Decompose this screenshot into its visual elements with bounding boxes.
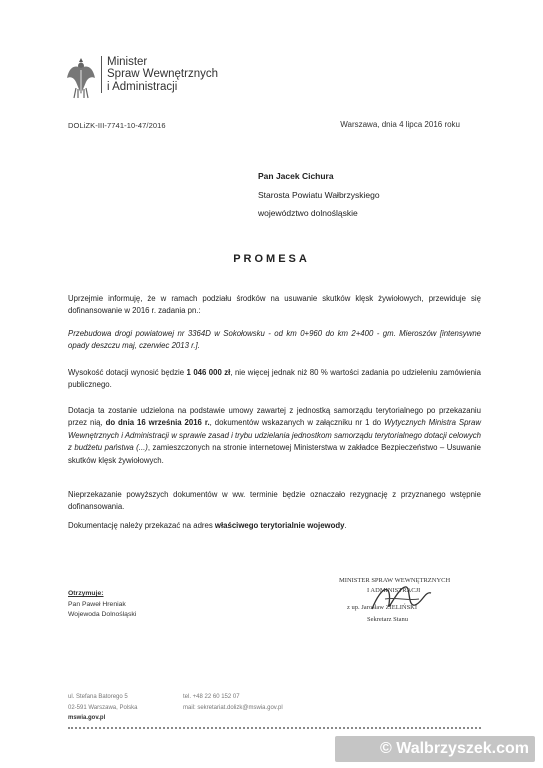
footer-website-link[interactable]: mswia.gov.pl	[68, 715, 106, 721]
stamp-line-1: MINISTER SPRAW WEWNĘTRZNYCH	[339, 577, 451, 584]
footer-phone: tel. +48 22 60 152 07	[183, 694, 240, 700]
delivery-text-a: Dokumentację należy przekazać na adres	[68, 521, 215, 530]
stamp-line-3: z up. Jarosław ZIELIŃSKI	[347, 604, 418, 611]
watermark-badge: © Walbrzyszek.com	[335, 736, 535, 762]
addressee-name: Pan Jacek Cichura	[258, 171, 334, 181]
amount-text-b: , nie więcej jednak niż 80 % wartości zadania po udzieleniu zamówienia publicznego.	[68, 368, 481, 390]
addressee-title: Starosta Powiatu Wałbrzyskiego	[258, 189, 380, 200]
footer-address-line-2: 02-591 Warszawa, Polska	[68, 704, 138, 711]
paragraph-warning: Nieprzekazanie powyższych dokumentów w ww. terminie będzie oznaczało rezygnację z przyznanego wstępnie dofinansowania.	[68, 490, 481, 512]
recipient-title: Wojewoda Dolnośląski	[68, 611, 137, 618]
ministry-name	[101, 56, 218, 93]
polish-eagle-emblem-icon	[66, 56, 96, 100]
recipient-name: Pan Paweł Hreniak	[68, 600, 126, 608]
ministry-line-3: i Administracji	[107, 80, 178, 93]
footer-address	[68, 692, 137, 724]
signature-stamp	[337, 577, 457, 637]
paragraph-amount	[68, 367, 481, 392]
paragraph-task-name: Przebudowa drogi powiatowej nr 3364D w Sokołowsku - od km 0+960 do km 2+400 - gm. Mieroszów [intensywne opady deszczu maj, czerwiec 2013 r.].	[68, 329, 481, 351]
amount-text-a: Wysokość dotacji wynosić będzie	[68, 368, 187, 377]
conditions-text-b: , dokumentów wskazanych w załączniku nr 1 do	[209, 418, 385, 428]
conditions-text-c: , zamieszczonych na stronie internetowej Ministerstwa w zakładce Bezpieczeństwo – Usuwanie skutków klęsk żywiołowych.	[68, 443, 481, 465]
delivery-text-b: .	[344, 521, 347, 530]
ministry-line-2: Spraw Wewnętrznych	[107, 68, 218, 81]
paragraph-conditions	[68, 405, 481, 467]
paragraph-delivery	[68, 520, 481, 532]
footer-address-line-1: ul. Stefana Batorego 5	[68, 694, 128, 700]
delivery-address: właściwego terytorialnie wojewody	[214, 521, 345, 530]
addressee-block	[258, 167, 380, 223]
stamp-line-2: I ADMINISTRACJI	[367, 587, 421, 594]
stamp-line-4: Sekretarz Stanu	[367, 616, 408, 623]
letter-date: Warszawa, dnia 4 lipca 2016 roku	[340, 120, 460, 129]
reference-number: DOLiZK-III-7741-10-47/2016	[68, 121, 166, 130]
handwritten-signature-icon	[367, 579, 437, 619]
footer-email-link[interactable]: mail: sekretariat.dolizk@mswia.gov.pl	[183, 704, 283, 711]
deadline: do dnia 16 września 2016 r.	[105, 418, 210, 428]
conditions-text-a: Dotacja ta zostanie udzielona na podstawie umowy zawartej z jednostką samorządu terytorialnego po przekazaniu przez nią,	[68, 406, 481, 428]
recipients-heading: Otrzymuje:	[68, 590, 104, 597]
paragraph-intro: Uprzejmie informuję, że w ramach podziału środków na usuwanie skutków klęsk żywiołowych, przewiduje się dofinansowanie w 2016 r. zadania pn.:	[68, 294, 481, 316]
ministry-line-1: Minister	[107, 56, 148, 68]
footer-divider	[68, 727, 481, 731]
addressee-region: województwo dolnośląskie	[258, 208, 358, 218]
footer-contact	[183, 692, 283, 713]
amount-value: 1 046 000 zł	[186, 368, 231, 377]
document-title: PROMESA	[233, 253, 310, 265]
guidelines-title: Wytycznych Ministra Spraw Wewnętrznych i Administracji w sprawie zasad i trybu udzielania jednostkom samorządu terytorialnego dotacji celowych z budżetu państwa (...)	[68, 418, 481, 453]
recipients-block	[68, 589, 136, 621]
